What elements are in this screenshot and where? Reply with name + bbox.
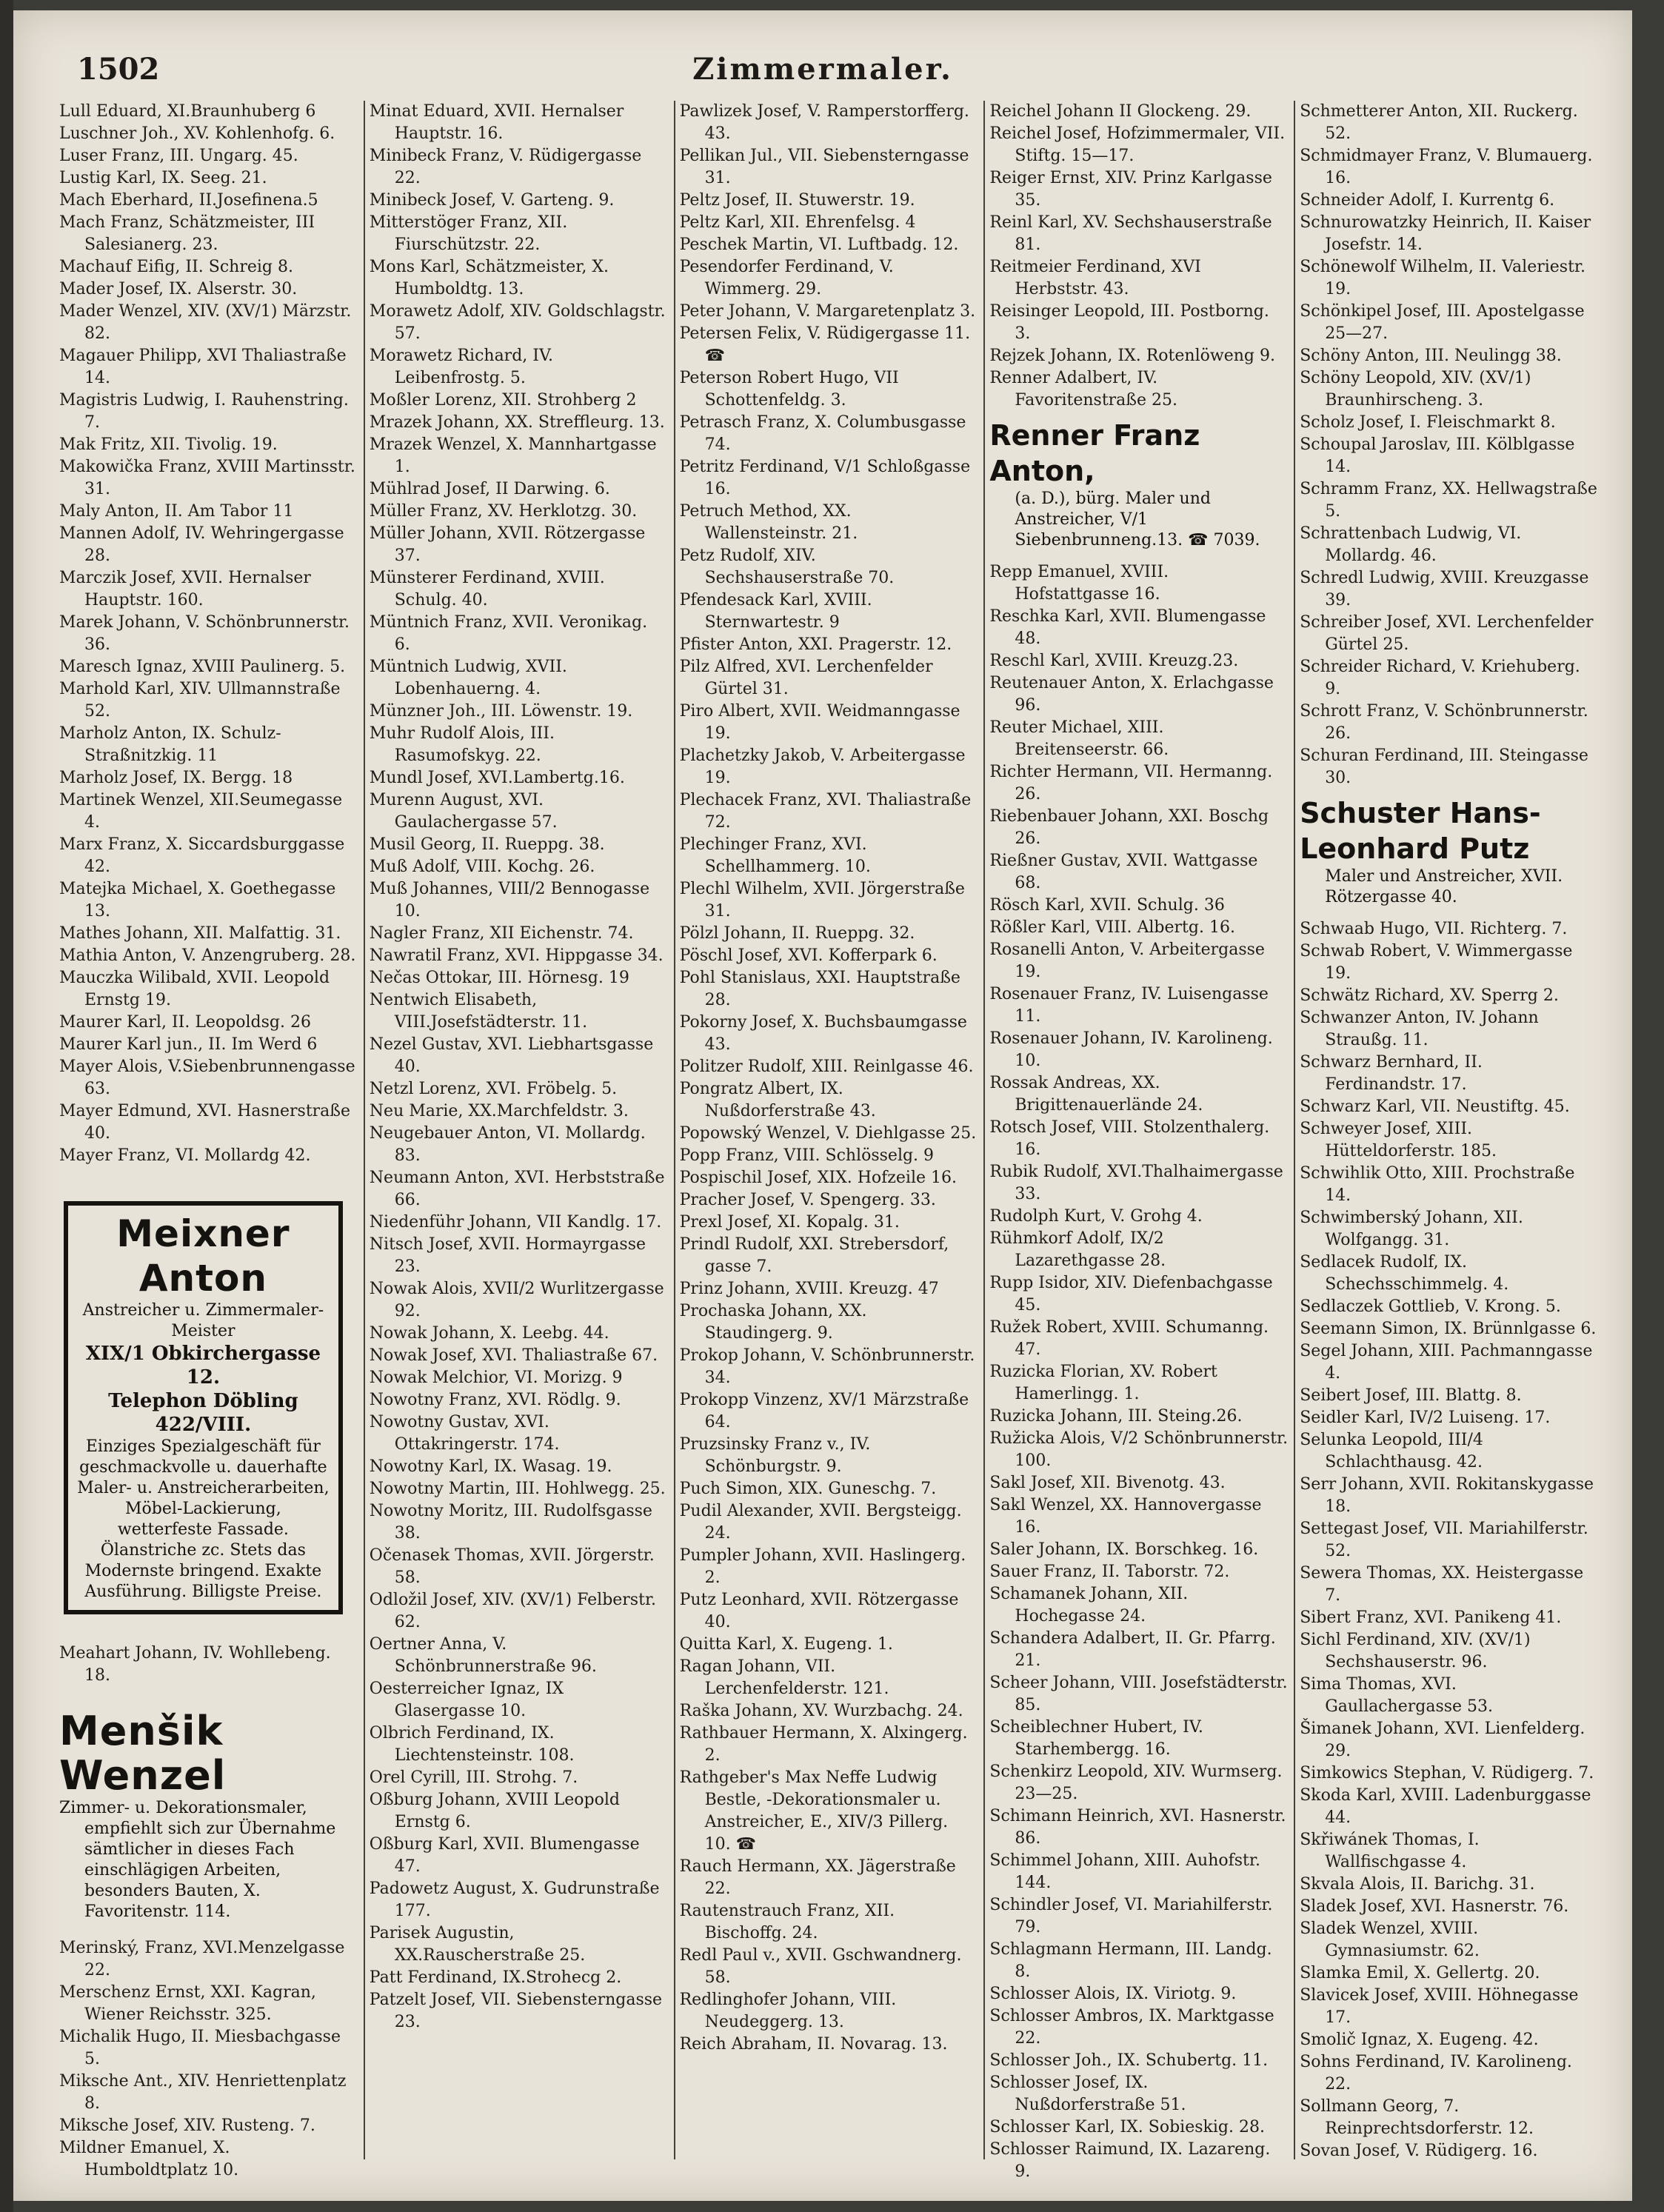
directory-entry: Neugebauer Anton, VI. Mollardg. 83.	[369, 1124, 646, 1165]
directory-entry: Müller Johann, XVII. Rötzergasse 37.	[369, 524, 646, 565]
column-5-entries-bottom	[1300, 918, 1598, 2162]
directory-entry: Schwanzer Anton, IV. Johann Straußg. 11.	[1300, 1009, 1539, 1049]
page-number: 1502	[77, 52, 160, 87]
directory-entry: Neumann Anton, XVI. Herbststraße 66.	[369, 1169, 665, 1209]
directory-entry: Odložil Josef, XIV. (XV/1) Felberstr. 62.	[369, 1591, 657, 1631]
directory-entry: Segel Johann, XIII. Pachmanngasse 4.	[1300, 1342, 1593, 1383]
directory-entry: Mauczka Wilibald, XVII. Leopold Ernstg 19.	[59, 969, 330, 1009]
directory-entry: Reinl Karl, XV. Sechshauserstraße 81.	[989, 213, 1272, 254]
directory-entry: Müntnich Ludwig, XVII. Lobenhauerng. 4.	[369, 658, 567, 698]
directory-entry: Pohl Stanislaus, XXI. Hauptstraße 28.	[679, 969, 960, 1009]
directory-entry: Parisek Augustin, XX.Rauscherstraße 25.	[369, 1924, 586, 1965]
directory-entry: Pumpler Johann, XVII. Haslingerg. 2.	[679, 1546, 966, 1587]
column-2-entries	[370, 101, 668, 2034]
directory-entry: Rosenauer Franz, IV. Luisengasse 11.	[989, 985, 1269, 1026]
directory-entry: Rößler Karl, VIII. Albertg. 16.	[989, 918, 1235, 937]
directory-entry: Raška Johann, XV. Wurzbachg. 24.	[679, 1702, 963, 1720]
directory-entry: Nowotny Gustav, XVI. Ottakringerstr. 174.	[369, 1413, 560, 1454]
directory-entry: Smolič Ignaz, X. Eugeng. 42.	[1300, 2031, 1539, 2049]
directory-entry: Sakl Wenzel, XX. Hannovergasse 16.	[989, 1496, 1262, 1537]
directory-entry: Ruzicka Florian, XV. Robert Hamerlingg. 1.	[989, 1363, 1217, 1403]
directory-entry: Ragan Johann, VII. Lerchenfelderstr. 121.	[679, 1657, 889, 1698]
directory-entry: Rautenstrauch Franz, XII. Bischoffg. 24.	[679, 1902, 895, 1942]
directory-entry: Politzer Rudolf, XIII. Reinlgasse 46.	[679, 1057, 974, 1076]
directory-entry: Meahart Johann, IV. Wohllebeng. 18.	[59, 1644, 331, 1685]
directory-entry: Miksche Ant., XIV. Henriettenplatz 8.	[59, 2072, 347, 2113]
directory-entry: Martinek Wenzel, XII.Seumegasse 4.	[59, 791, 343, 832]
directory-entry: Schlagmann Hermann, III. Landg. 8.	[989, 1940, 1272, 1981]
directory-entry: Plechinger Franz, XVI. Schellhammerg. 10.	[679, 835, 871, 876]
directory-entry: Piro Albert, XVII. Weidmanngasse 19.	[679, 702, 960, 743]
directory-entry: Pracher Josef, V. Spengerg. 33.	[679, 1191, 936, 1209]
advertisement-schuster	[1300, 795, 1598, 908]
directory-entry: Magauer Philipp, XVI Thaliastraße 14.	[59, 347, 347, 387]
directory-entry: Minibeck Franz, V. Rüdigergasse 22.	[369, 147, 642, 187]
directory-entry: Maly Anton, II. Am Tabor 11	[59, 502, 294, 521]
directory-entry: Plechl Wilhelm, XVII. Jörgerstraße 31.	[679, 880, 965, 920]
directory-entry: Pruzsinsky Franz v., IV. Schönburgstr. 9.	[679, 1435, 871, 1476]
directory-entry: Redl Paul v., XVII. Gschwandnerg. 58.	[679, 1946, 962, 1987]
directory-entry: Rathgeber's Max Neffe Ludwig Bestle, -Dekorationsmaler u. Anstreicher, E., XIV/3 Pillerg. 10. ☎	[679, 1768, 949, 1854]
directory-entry: Schoupal Jaroslav, III. Kölblgasse 14.	[1300, 435, 1575, 476]
directory-entry: Repp Emanuel, XVIII. Hofstattgasse 16.	[989, 563, 1169, 604]
column-5-entries-top	[1300, 101, 1598, 789]
directory-entry: Müntnich Franz, XVII. Veronikag. 6.	[369, 613, 648, 654]
directory-entry: Neu Marie, XX.Marchfeldstr. 3.	[369, 1102, 629, 1120]
directory-entry: Schamanek Johann, XII. Hochegasse 24.	[989, 1585, 1189, 1625]
directory-entry: Skřiwánek Thomas, I. Wallfischgasse 4.	[1300, 1831, 1480, 1871]
directory-entry: Pilz Alfred, XVI. Lerchenfelder Gürtel 31.	[679, 658, 933, 698]
directory-entry: Pongratz Albert, IX. Nußdorferstraße 43.	[679, 1080, 876, 1120]
directory-entry: Oertner Anna, V. Schönbrunnerstraße 96.	[369, 1635, 597, 1676]
directory-entry: Quitta Karl, X. Eugeng. 1.	[679, 1635, 893, 1654]
advertisement-renner	[989, 418, 1288, 551]
directory-entry: Oßburg Karl, XVII. Blumengasse 47.	[369, 1835, 640, 1876]
directory-entry: Selunka Leopold, III/4 Schlachthausg. 42.	[1300, 1431, 1483, 1471]
directory-entry: Rießner Gustav, XVII. Wattgasse 68.	[989, 852, 1258, 892]
directory-entry: Marhold Karl, XIV. Ullmannstraße 52.	[59, 680, 341, 721]
directory-entry: Rossak Andreas, XX. Brigittenauerlände 24.	[989, 1074, 1203, 1115]
directory-entry: Schöny Anton, III. Neulingg 38.	[1300, 347, 1562, 365]
directory-entry: Musil Georg, II. Rueppg. 38.	[369, 835, 605, 854]
directory-entry: Schlosser Josef, IX. Nußdorferstraße 51.	[989, 2074, 1186, 2114]
directory-entry: Schönewolf Wilhelm, II. Valeriestr. 19.	[1300, 258, 1586, 298]
directory-entry: Seibert Josef, III. Blattg. 8.	[1300, 1386, 1522, 1405]
directory-entry: Petrasch Franz, X. Columbusgasse 74.	[679, 413, 966, 454]
directory-entry: Schuran Ferdinand, III. Steingasse 30.	[1300, 746, 1588, 787]
directory-entry: Reschl Karl, XVIII. Kreuzg.23.	[989, 652, 1239, 670]
directory-entry: Pellikan Jul., VII. Siebensterngasse 31.	[679, 147, 969, 187]
directory-entry: Reutenauer Anton, X. Erlachgasse 96.	[989, 674, 1274, 715]
directory-entry: Rejzek Johann, IX. Rotenlöweng 9.	[989, 347, 1275, 365]
directory-entry: Netzl Lorenz, XVI. Fröbelg. 5.	[369, 1080, 618, 1098]
directory-entry: Seemann Simon, IX. Brünnlgasse 6.	[1300, 1320, 1597, 1338]
column-1-entries-top	[59, 101, 358, 1167]
directory-entry: Mundl Josef, XVI.Lambertg.16.	[369, 769, 625, 787]
directory-entry: Schramm Franz, XX. Hellwagstraße 5.	[1300, 480, 1597, 521]
directory-entry: Rudolph Kurt, V. Grohg 4.	[989, 1207, 1203, 1226]
directory-entry: Nagler Franz, XII Eichenstr. 74.	[369, 924, 634, 943]
ad-title: Meixner Anton	[116, 1212, 290, 1300]
directory-entry: Schwihlik Otto, XIII. Prochstraße 14.	[1300, 1164, 1575, 1205]
directory-entry: Marx Franz, X. Siccardsburggasse 42.	[59, 835, 345, 876]
column-1	[55, 101, 365, 2179]
directory-entry: Sollmann Georg, 7. Reinprechtsdorferstr. 12.	[1300, 2097, 1534, 2138]
directory-entry: Muß Johannes, VIII/2 Bennogasse 10.	[369, 880, 650, 920]
directory-entry: Schöny Leopold, XIV. (XV/1) Braunhirscheng. 3.	[1300, 369, 1531, 410]
directory-entry: Makowička Franz, XVIII Martinsstr. 31.	[59, 458, 355, 498]
column-3	[675, 101, 986, 2159]
directory-entry: Reschka Karl, XVII. Blumengasse 48.	[989, 607, 1266, 648]
directory-entry: Peltz Karl, XII. Ehrenfelsg. 4	[679, 213, 916, 232]
directory-entry: Nowak Johann, X. Leebg. 44.	[369, 1324, 609, 1343]
column-4-entries-top	[989, 101, 1288, 412]
directory-entry: Prinz Johann, XVIII. Kreuzg. 47	[679, 1280, 939, 1298]
directory-entry: Lull Eduard, XI.Braunhuberg 6	[59, 102, 316, 121]
directory-entry: Sauer Franz, II. Taborstr. 72.	[989, 1563, 1230, 1581]
directory-entry: Reichel Johann II Glockeng. 29.	[989, 102, 1252, 121]
directory-entry: Petruch Method, XX. Wallensteinstr. 21.	[679, 502, 858, 543]
directory-entry: Rubik Rudolf, XVI.Thalhaimergasse 33.	[989, 1163, 1283, 1203]
directory-entry: Peschek Martin, VI. Luftbadg. 12.	[679, 235, 959, 254]
directory-entry: Schwab Robert, V. Wimmergasse 19.	[1300, 942, 1573, 983]
directory-entry: Schenkirz Leopold, XIV. Wurmserg. 23—25.	[989, 1762, 1283, 1803]
directory-entry: Mrazek Wenzel, X. Mannhartgasse 1.	[369, 435, 657, 476]
directory-entry: Müller Franz, XV. Herklotzg. 30.	[369, 502, 638, 521]
directory-entry: Schwätz Richard, XV. Sperrg 2.	[1300, 986, 1559, 1005]
directory-entry: Reichel Josef, Hofzimmermaler, VII. Stiftg. 15—17.	[989, 124, 1286, 165]
banner-line: Maler und Anstreicher, XVII. Rötzergasse 40.	[1325, 867, 1563, 906]
directory-entry: Münzner Joh., III. Löwenstr. 19.	[369, 702, 633, 721]
directory-entry: Rotsch Josef, VIII. Stolzenthalerg. 16.	[989, 1118, 1270, 1159]
directory-entry: Mons Karl, Schätzmeister, X. Humboldtg. 13.	[369, 258, 609, 298]
directory-entry: Morawetz Adolf, XIV. Goldschlagstr. 57.	[369, 302, 666, 343]
directory-entry: Prokopp Vinzenz, XV/1 Märzstraße 64.	[679, 1391, 969, 1431]
directory-entry: Nowotny Karl, IX. Wasag. 19.	[369, 1457, 612, 1476]
page-edge-shadow	[0, 0, 13, 2212]
directory-entry: Pfendesack Karl, XVIII. Sternwartestr. 9	[679, 591, 872, 632]
directory-entry: Mathia Anton, V. Anzengruberg. 28.	[59, 946, 356, 965]
directory-entry: Ružicka Alois, V/2 Schönbrunnerstr. 100.	[989, 1429, 1289, 1470]
directory-entry: Marek Johann, V. Schönbrunnerstr. 36.	[59, 613, 350, 654]
directory-entry: Schneider Adolf, I. Kurrentg 6.	[1300, 191, 1555, 210]
ad-address: XIX/1 Obkirchergasse 12.	[85, 1343, 321, 1389]
directory-entry: Orel Cyrill, III. Strohg. 7.	[369, 1768, 578, 1787]
column-2	[365, 101, 675, 2159]
directory-entry: Sohns Ferdinand, IV. Karolineng. 22.	[1300, 2053, 1572, 2094]
directory-entry: Marczik Josef, XVII. Hernalser Hauptstr. 160.	[59, 569, 311, 609]
directory-entry: Nowotny Franz, XVI. Rödlg. 9.	[369, 1391, 621, 1409]
directory-entry: Rathbauer Hermann, X. Alxingerg. 2.	[679, 1724, 968, 1765]
directory-entry: Petritz Ferdinand, V/1 Schloßgasse 16.	[679, 458, 971, 498]
directory-entry: Padowetz August, X. Gudrunstraße 177.	[369, 1879, 660, 1920]
directory-entry: Rühmkorf Adolf, IX/2 Lazarethgasse 28.	[989, 1229, 1166, 1270]
directory-entry: Sichl Ferdinand, XIV. (XV/1) Sechshauserstr. 96.	[1300, 1631, 1531, 1671]
directory-entry: Sibert Franz, XVI. Panikeng 41.	[1300, 1608, 1562, 1627]
directory-entry: Rösch Karl, XVII. Schulg. 36	[989, 896, 1225, 915]
column-4	[985, 101, 1295, 2181]
column-1-entries-bottom	[59, 1937, 358, 2182]
directory-entry: Reitmeier Ferdinand, XVI Herbststr. 43.	[989, 258, 1201, 298]
directory-entry: Schrattenbach Ludwig, VI. Mollardg. 46.	[1300, 524, 1522, 565]
banner-title: Renner Franz Anton,	[989, 419, 1200, 487]
directory-entry: Schweyer Josef, XIII. Hütteldorferstr. 185.	[1300, 1120, 1497, 1160]
directory-entry: Prindl Rudolf, XXI. Strebersdorf, gasse 7.	[679, 1235, 949, 1276]
directory-entry: Lustig Karl, IX. Seeg. 21.	[59, 169, 267, 187]
directory-entry: Skvala Alois, II. Barichg. 31.	[1300, 1875, 1535, 1894]
directory-entry: Luser Franz, III. Ungarg. 45.	[59, 147, 298, 165]
directory-entry: Schlosser Joh., IX. Schubertg. 11.	[989, 2051, 1269, 2070]
directory-entry: Schlosser Raimund, IX. Lazareng. 9.	[989, 2140, 1271, 2181]
directory-entry: Schwaab Hugo, VII. Richterg. 7.	[1300, 920, 1568, 938]
directory-entry: Slamka Emil, X. Gellertg. 20.	[1300, 1964, 1540, 1982]
directory-entry: Sladek Josef, XVI. Hasnerstr. 76.	[1300, 1897, 1569, 1916]
directory-entry: Rupp Isidor, XIV. Diefenbachgasse 45.	[989, 1274, 1273, 1314]
directory-entry: Richter Hermann, VII. Hermanng. 26.	[989, 763, 1273, 803]
directory-entry: Popowský Wenzel, V. Diehlgasse 25.	[679, 1124, 977, 1143]
directory-entry: Sewera Thomas, XX. Heistergasse 7.	[1300, 1564, 1584, 1605]
directory-entry: Plachetzky Jakob, V. Arbeitergasse 19.	[679, 746, 966, 787]
directory-entry: Pöschl Josef, XVI. Kofferpark 6.	[679, 946, 938, 965]
ad-title: Menšik Wenzel	[59, 1708, 227, 1799]
directory-entry: Očenasek Thomas, XVII. Jörgerstr. 58.	[369, 1546, 655, 1587]
ad-description: Einziges Spezialgeschäft für geschmackvolle u. dauerhafte Maler- u. Anstreicherarbeiten, Möbel-Lackierung, wetterfeste Fassade. Ölanstriche zc. Stets das Modernste bringend. Exakte Ausführung. Billigste Preise.	[77, 1437, 330, 1601]
directory-entry: Sladek Wenzel, XVIII. Gymnasiumstr. 62.	[1300, 1919, 1480, 1960]
directory-entry: Redlinghofer Johann, VIII. Neudeggerg. 13.	[679, 1991, 897, 2031]
ad-telephone: Telephon Döbling 422/VIII.	[108, 1390, 298, 1436]
column-4-entries-bottom	[989, 561, 1288, 2183]
advertisement-mensik	[59, 1709, 358, 1922]
directory-entry: Nentwich Elisabeth, VIII.Josefstädterstr. 11.	[369, 991, 588, 1032]
directory-entry: Mitterstöger Franz, XII. Fiurschützstr. 22.	[369, 213, 568, 254]
directory-entry: Mathes Johann, XII. Malfattig. 31.	[59, 924, 341, 943]
directory-entry: Nowotny Martin, III. Hohlwegg. 25.	[369, 1480, 666, 1498]
directory-entry: Simkowics Stephan, V. Rüdigerg. 7.	[1300, 1764, 1594, 1782]
directory-entry: Olbrich Ferdinand, IX. Liechtensteinstr. 108.	[369, 1724, 575, 1765]
directory-page	[13, 10, 1632, 2201]
directory-entry: Riebenbauer Johann, XXI. Boschg 26.	[989, 807, 1269, 848]
directory-entry: Slavicek Josef, XVIII. Höhnegasse 17.	[1300, 1986, 1579, 2027]
directory-entry: Nowak Alois, XVII/2 Wurlitzergasse 92.	[369, 1280, 664, 1320]
directory-entry: Schindler Josef, VI. Mariahilferstr. 79.	[989, 1896, 1273, 1937]
directory-entry: Pospischil Josef, XIX. Hofzeile 16.	[679, 1169, 957, 1187]
directory-entry: Schredl Ludwig, XVIII. Kreuzgasse 39.	[1300, 569, 1589, 609]
directory-entry: Merschenz Ernst, XXI. Kagran, Wiener Reichsstr. 325.	[59, 1983, 316, 2024]
directory-entry: Skoda Karl, XVIII. Ladenburggasse 44.	[1300, 1786, 1591, 1827]
directory-entry: Schlosser Karl, IX. Sobieskig. 28.	[989, 2118, 1265, 2136]
directory-entry: Ruzicka Johann, III. Steing.26.	[989, 1407, 1243, 1426]
directory-entry: Schnurowatzky Heinrich, II. Kaiser Josefstr. 14.	[1300, 213, 1591, 254]
directory-entry: Sakl Josef, XII. Bivenotg. 43.	[989, 1474, 1226, 1492]
column-1-entries-mid	[59, 1643, 358, 1687]
directory-entry: Serr Johann, XVII. Rokitanskygasse 18.	[1300, 1475, 1594, 1516]
directory-entry: Plechacek Franz, XVI. Thaliastraße 72.	[679, 791, 972, 832]
directory-entry: Minat Eduard, XVII. Hernalser Hauptstr. 16.	[369, 102, 624, 143]
directory-entry: Reich Abraham, II. Novarag. 13.	[679, 2035, 948, 2054]
directory-entry: Merinský, Franz, XVI.Menzelgasse 22.	[59, 1939, 345, 1979]
directory-entry: Luschner Joh., XV. Kohlenhofg. 6.	[59, 124, 335, 143]
directory-entry: Reisinger Leopold, III. Postborng. 3.	[989, 302, 1269, 343]
directory-entry: Popp Franz, VIII. Schlösselg. 9	[679, 1146, 935, 1165]
directory-entry: Miksche Josef, XIV. Rusteng. 7.	[59, 2116, 315, 2135]
directory-entry: Patt Ferdinand, IX.Strohecg 2.	[369, 1968, 622, 1987]
directory-entry: Niedenführ Johann, VII Kandlg. 17.	[369, 1213, 662, 1232]
directory-entry: Nowak Melchior, VI. Morizg. 9	[369, 1369, 623, 1387]
directory-entry: Muß Adolf, VIII. Kochg. 26.	[369, 858, 595, 876]
directory-entry: Mayer Alois, V.Siebenbrunnengasse 63.	[59, 1057, 355, 1098]
directory-entry: Šimanek Johann, XVI. Lienfelderg. 29.	[1300, 1720, 1586, 1760]
directory-entry: Marholz Anton, IX. Schulz-Straßnitzkig. 11	[59, 724, 281, 765]
directory-entry: Peter Johann, V. Margaretenplatz 3.	[679, 302, 976, 321]
directory-entry: Moßler Lorenz, XII. Strohberg 2	[369, 391, 637, 410]
directory-entry: Petersen Felix, V. Rüdigergasse 11. ☎	[679, 324, 971, 365]
directory-entry: Murenn August, XVI. Gaulachergasse 57.	[369, 791, 558, 832]
directory-entry: Mayer Edmund, XVI. Hasnerstraße 40.	[59, 1102, 351, 1143]
directory-entry: Reiger Ernst, XIV. Prinz Karlgasse 35.	[989, 169, 1272, 210]
directory-entry: Schrott Franz, V. Schönbrunnerstr. 26.	[1300, 702, 1588, 743]
directory-entry: Settegast Josef, VII. Mariahilferstr. 52.	[1300, 1520, 1588, 1560]
advertisement-meixner	[64, 1201, 343, 1614]
directory-entry: Rosanelli Anton, V. Arbeitergasse 19.	[989, 940, 1265, 981]
directory-entry: Mach Eberhard, II.Josefinena.5	[59, 191, 318, 210]
directory-entry: Patzelt Josef, VII. Siebensterngasse 23.	[369, 1991, 663, 2031]
directory-entry: Münsterer Ferdinand, XVIII. Schulg. 40.	[369, 569, 605, 609]
directory-entry: Minibeck Josef, V. Garteng. 9.	[369, 191, 615, 210]
directory-entry: Mayer Franz, VI. Mollardg 42.	[59, 1146, 311, 1165]
directory-entry: Oßburg Johann, XVIII Leopold Ernstg 6.	[369, 1791, 620, 1831]
directory-entry: Sovan Josef, V. Rüdigerg. 16.	[1300, 2142, 1538, 2160]
directory-entry: Saler Johann, IX. Borschkeg. 16.	[989, 1540, 1259, 1559]
directory-entry: Mader Wenzel, XIV. (XV/1) Märzstr. 82.	[59, 302, 352, 343]
directory-entry: Petz Rudolf, XIV. Sechshauserstraße 70.	[679, 547, 895, 587]
directory-entry: Matejka Michael, X. Goethegasse 13.	[59, 880, 336, 920]
directory-entry: Peltz Josef, II. Stuwerstr. 19.	[679, 191, 915, 210]
directory-entry: Maresch Ignaz, XVIII Paulinerg. 5.	[59, 658, 346, 676]
directory-entry: Prokop Johann, V. Schönbrunnerstr. 34.	[679, 1346, 975, 1387]
directory-entry: Mader Josef, IX. Alserstr. 30.	[59, 280, 298, 298]
directory-entry: Schmetterer Anton, XII. Ruckerg. 52.	[1300, 102, 1578, 143]
directory-entry: Scheer Johann, VIII. Josefstädterstr. 85.	[989, 1674, 1288, 1714]
directory-entry: Marholz Josef, IX. Bergg. 18	[59, 769, 293, 787]
directory-entry: Schönkipel Josef, III. Apostelgasse 25—27.	[1300, 302, 1585, 343]
directory-entry: Seidler Karl, IV/2 Luiseng. 17.	[1300, 1409, 1551, 1427]
column-3-entries	[680, 101, 978, 2056]
directory-entry: Putz Leonhard, XVII. Rötzergasse 40.	[679, 1591, 959, 1631]
directory-entry: Pokorny Josef, X. Buchsbaumgasse 43.	[679, 1013, 967, 1054]
directory-entry: Morawetz Richard, IV. Leibenfrostg. 5.	[369, 347, 553, 387]
directory-entry: Schandera Adalbert, II. Gr. Pfarrg. 21.	[989, 1629, 1276, 1670]
directory-entry: Mrazek Johann, XX. Streffleurg. 13.	[369, 413, 665, 432]
directory-entry: Schwarz Bernhard, II. Ferdinandstr. 17.	[1300, 1053, 1483, 1094]
directory-entry: Pawlizek Josef, V. Ramperstorfferg. 43.	[679, 102, 969, 143]
directory-entry: Nowotny Moritz, III. Rudolfsgasse 38.	[369, 1502, 652, 1543]
directory-entry: Nečas Ottokar, III. Hörnesg. 19	[369, 969, 629, 987]
directory-entry: Ružek Robert, XVIII. Schumanng. 47.	[989, 1318, 1269, 1359]
directory-entry: Schwimberský Johann, XII. Wolfgangg. 31.	[1300, 1209, 1523, 1249]
directory-entry: Maurer Karl jun., II. Im Werd 6	[59, 1035, 318, 1054]
directory-entry: Prexl Josef, XI. Kopalg. 31.	[679, 1213, 900, 1232]
directory-entry: Sedlaczek Gottlieb, V. Krong. 5.	[1300, 1297, 1561, 1316]
directory-entry: Renner Adalbert, IV. Favoritenstraße 25.	[989, 369, 1177, 410]
directory-entry: Oesterreicher Ignaz, IX Glasergasse 10.	[369, 1680, 564, 1720]
directory-entry: Sima Thomas, XVI. Gaullachergasse 53.	[1300, 1675, 1494, 1716]
directory-entry: Pölzl Johann, II. Rueppg. 32.	[679, 924, 915, 943]
directory-entry: Michalik Hugo, II. Miesbachgasse 5.	[59, 2028, 341, 2068]
directory-entry: Nowak Josef, XVI. Thaliastraße 67.	[369, 1346, 658, 1365]
directory-entry: Nezel Gustav, XVI. Liebhartsgasse 40.	[369, 1035, 654, 1076]
directory-entry: Muhr Rudolf Alois, III. Rasumofskyg. 22.	[369, 724, 555, 765]
ad-description: Zimmer- u. Dekorationsmaler, empfiehlt sich zur Übernahme sämtlicher in dieses Fach einschlägigen Arbeiten, besonders Bauten, X. Favoritenstr. 114.	[59, 1799, 336, 1921]
directory-entry: Schimann Heinrich, XVI. Hasnerstr. 86.	[989, 1807, 1286, 1848]
directory-entry: Mühlrad Josef, II Darwing. 6.	[369, 480, 610, 498]
ad-line: Anstreicher u. Zimmermaler-Meister	[82, 1301, 324, 1340]
directory-entry: Prochaska Johann, XX. Staudingerg. 9.	[679, 1302, 867, 1343]
directory-entry: Pudil Alexander, XVII. Bergsteigg. 24.	[679, 1502, 962, 1543]
directory-entry: Magistris Ludwig, I. Rauhenstring. 7.	[59, 391, 349, 432]
directory-entry: Schreiber Josef, XVI. Lerchenfelder Gürtel 25.	[1300, 613, 1594, 654]
directory-entry: Sedlacek Rudolf, IX. Schechsschimmelg. 4.	[1300, 1253, 1509, 1294]
directory-entry: Schimmel Johann, XIII. Auhofstr. 144.	[989, 1851, 1260, 1892]
directory-entry: Mildner Emanuel, X. Humboldtplatz 10.	[59, 2139, 239, 2179]
directory-entry: Schwarz Karl, VII. Neustiftg. 45.	[1300, 1097, 1570, 1116]
directory-entry: Machauf Eifig, II. Schreig 8.	[59, 258, 293, 276]
directory-entry: Puch Simon, XIX. Guneschg. 7.	[679, 1480, 937, 1498]
banner-title: Schuster Hans-Leonhard Putz	[1300, 797, 1541, 865]
directory-columns	[55, 101, 1604, 2181]
directory-entry: Schmidmayer Franz, V. Blumauerg. 16.	[1300, 147, 1593, 187]
directory-entry: Pfister Anton, XXI. Pragerstr. 12.	[679, 635, 952, 654]
directory-entry: Rauch Hermann, XX. Jägerstraße 22.	[679, 1857, 956, 1898]
page-title: Zimmermaler.	[692, 52, 953, 87]
directory-entry: Schlosser Alois, IX. Viriotg. 9.	[989, 1985, 1237, 2003]
banner-line: (a. D.), bürg. Maler und Anstreicher, V/1 Siebenbrunneng.13. ☎ 7039.	[1015, 489, 1260, 549]
directory-entry: Nitsch Josef, XVII. Hormayrgasse 23.	[369, 1235, 646, 1276]
directory-entry: Schreider Richard, V. Kriehuberg. 9.	[1300, 658, 1580, 698]
directory-entry: Maurer Karl, II. Leopoldsg. 26	[59, 1013, 311, 1032]
directory-entry: Mach Franz, Schätzmeister, III Salesianerg. 23.	[59, 213, 315, 254]
directory-entry: Rosenauer Johann, IV. Karolineng. 10.	[989, 1029, 1273, 1070]
directory-entry: Peterson Robert Hugo, VII Schottenfeldg. 3.	[679, 369, 899, 410]
directory-entry: Scholz Josef, I. Fleischmarkt 8.	[1300, 413, 1556, 432]
directory-entry: Scheiblechner Hubert, IV. Starhembergg. 16.	[989, 1718, 1203, 1759]
directory-entry: Pesendorfer Ferdinand, V. Wimmerg. 29.	[679, 258, 894, 298]
directory-entry: Reuter Michael, XIII. Breitenseerstr. 66.	[989, 718, 1169, 759]
directory-entry: Schlosser Ambros, IX. Marktgasse 22.	[989, 2007, 1274, 2048]
directory-entry: Nawratil Franz, XVI. Hippgasse 34.	[369, 946, 664, 965]
directory-entry: Mak Fritz, XII. Tivolig. 19.	[59, 435, 278, 454]
column-5	[1295, 101, 1604, 2159]
directory-entry: Mannen Adolf, IV. Wehringergasse 28.	[59, 524, 344, 565]
